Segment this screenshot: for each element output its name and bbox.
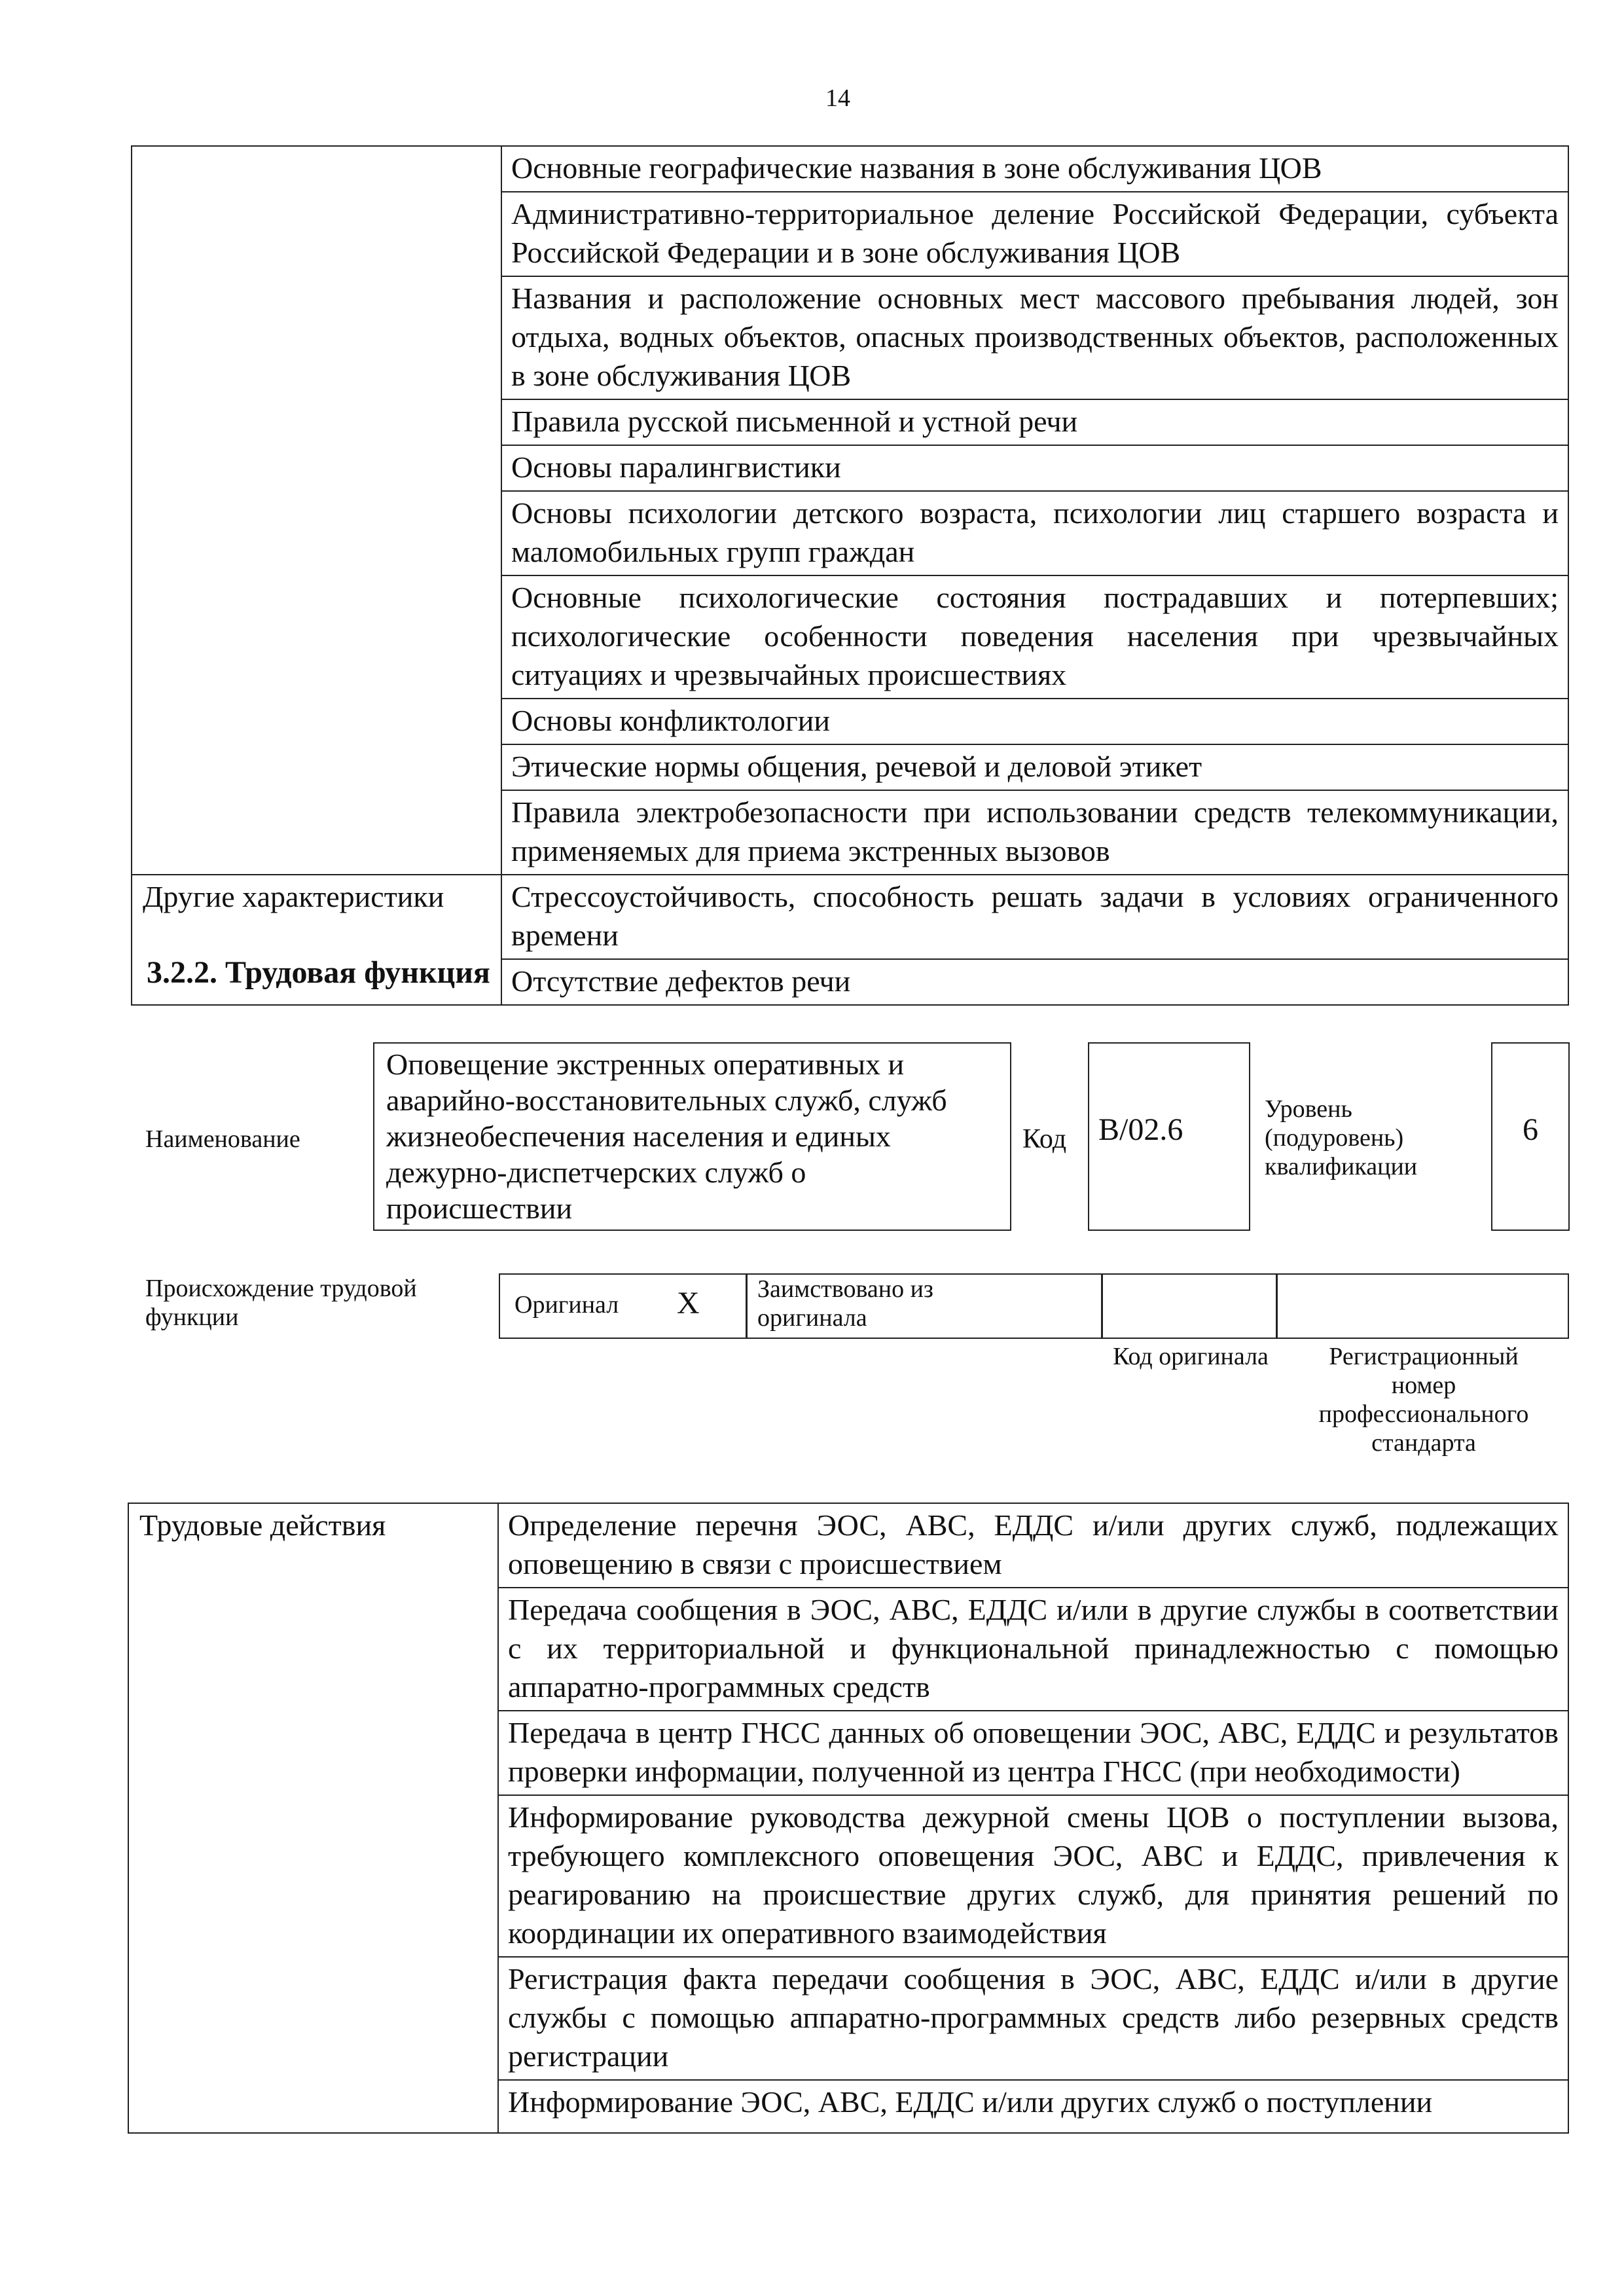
labor-action-item: Определение перечня ЭОС, АВС, ЕДДС и/или других служб, подлежащих оповещению в связи с происшествием (498, 1503, 1568, 1588)
code-original-caption: Код оригинала (1113, 1343, 1269, 1370)
original-box (499, 1273, 748, 1339)
knowledge-item: Правила электробезопасности при использовании средств телекоммуникации, применяемых для приема экстренных вызовов (501, 790, 1568, 875)
level-value-box: 6 (1491, 1042, 1570, 1231)
knowledge-item: Основы паралингвистики (501, 445, 1568, 491)
characteristic-item: Отсутствие дефектов речи (501, 959, 1568, 1005)
knowledge-table (131, 145, 1569, 1006)
characteristic-item: Стрессоустойчивость, способность решать задачи в условиях ограниченного времени (501, 875, 1568, 959)
labor-actions-label: Трудовые действия (128, 1503, 498, 2133)
code-label: Код (1022, 1124, 1067, 1154)
knowledge-label-cell (132, 146, 501, 875)
code-original-box (1101, 1273, 1278, 1339)
code-value-box: B/02.6 (1088, 1042, 1250, 1231)
borrowed-box (746, 1273, 1103, 1339)
labor-action-item: Информирование руководства дежурной смены ЦОВ о поступлении вызова, требующего комплексного оповещения ЭОС, АВС и ЕДДС, привлечения к реагированию на происшествие других служб, для принятия решений по координации их оперативного взаимодействия (498, 1795, 1568, 1957)
knowledge-item: Административно-территориальное деление Российской Федерации, субъекта Российской Федерации и в зоне обслуживания ЦОВ (501, 192, 1568, 276)
name-label: Наименование (145, 1125, 300, 1153)
labor-action-item: Передача сообщения в ЭОС, АВС, ЕДДС и/или в другие службы в соответствии с их территориальной и функциональной принадлежностью с помощью аппаратно-программных средств (498, 1588, 1568, 1711)
labor-actions-table (128, 1503, 1569, 2134)
labor-action-item: Передача в центр ГНСС данных об оповещении ЭОС, АВС, ЕДДС и результатов проверки информации, полученной из центра ГНСС (при необходимости) (498, 1711, 1568, 1795)
page-number: 14 (825, 84, 850, 112)
knowledge-item: Названия и расположение основных мест массового пребывания людей, зон отдыха, водных объектов, опасных производственных объектов, расположенных в зоне обслуживания ЦОВ (501, 276, 1568, 399)
reg-number-box (1276, 1273, 1569, 1339)
function-name-box: Оповещение экстренных оперативных и аварийно-восстановительных служб, служб жизнеобеспечения населения и единых дежурно-диспетчерских служб о происшествии (373, 1042, 1011, 1231)
knowledge-item: Основные географические названия в зоне обслуживания ЦОВ (501, 146, 1568, 192)
knowledge-item: Основы психологии детского возраста, психологии лиц старшего возраста и маломобильных групп граждан (501, 491, 1568, 575)
reg-number-caption: Регистрационный номер профессионального стандарта (1318, 1343, 1529, 1457)
knowledge-item: Основные психологические состояния пострадавших и потерпевших; психологические особенности поведения населения при чрезвычайных ситуациях и чрезвычайных происшествиях (501, 575, 1568, 699)
other-characteristics-label: Другие характеристики (132, 875, 501, 1005)
knowledge-item: Правила русской письменной и устной речи (501, 399, 1568, 445)
labor-action-item: Регистрация факта передачи сообщения в ЭОС, АВС, ЕДДС и/или в другие службы с помощью аппаратно-программных средств либо резервных средств регистрации (498, 1957, 1568, 2080)
origin-label: Происхождение трудовой функции (145, 1275, 417, 1331)
borrowed-label: Заимствовано из оригинала (757, 1275, 933, 1332)
knowledge-item: Основы конфликтологии (501, 699, 1568, 744)
original-label: Оригинал (514, 1291, 619, 1319)
original-mark: X (677, 1286, 700, 1321)
knowledge-item: Этические нормы общения, речевой и деловой этикет (501, 744, 1568, 790)
labor-action-item: Информирование ЭОС, АВС, ЕДДС и/или других служб о поступлении (498, 2080, 1568, 2133)
level-label: Уровень (подуровень) квалификации (1265, 1095, 1418, 1180)
section-heading: 3.2.2. Трудовая функция (147, 955, 490, 990)
